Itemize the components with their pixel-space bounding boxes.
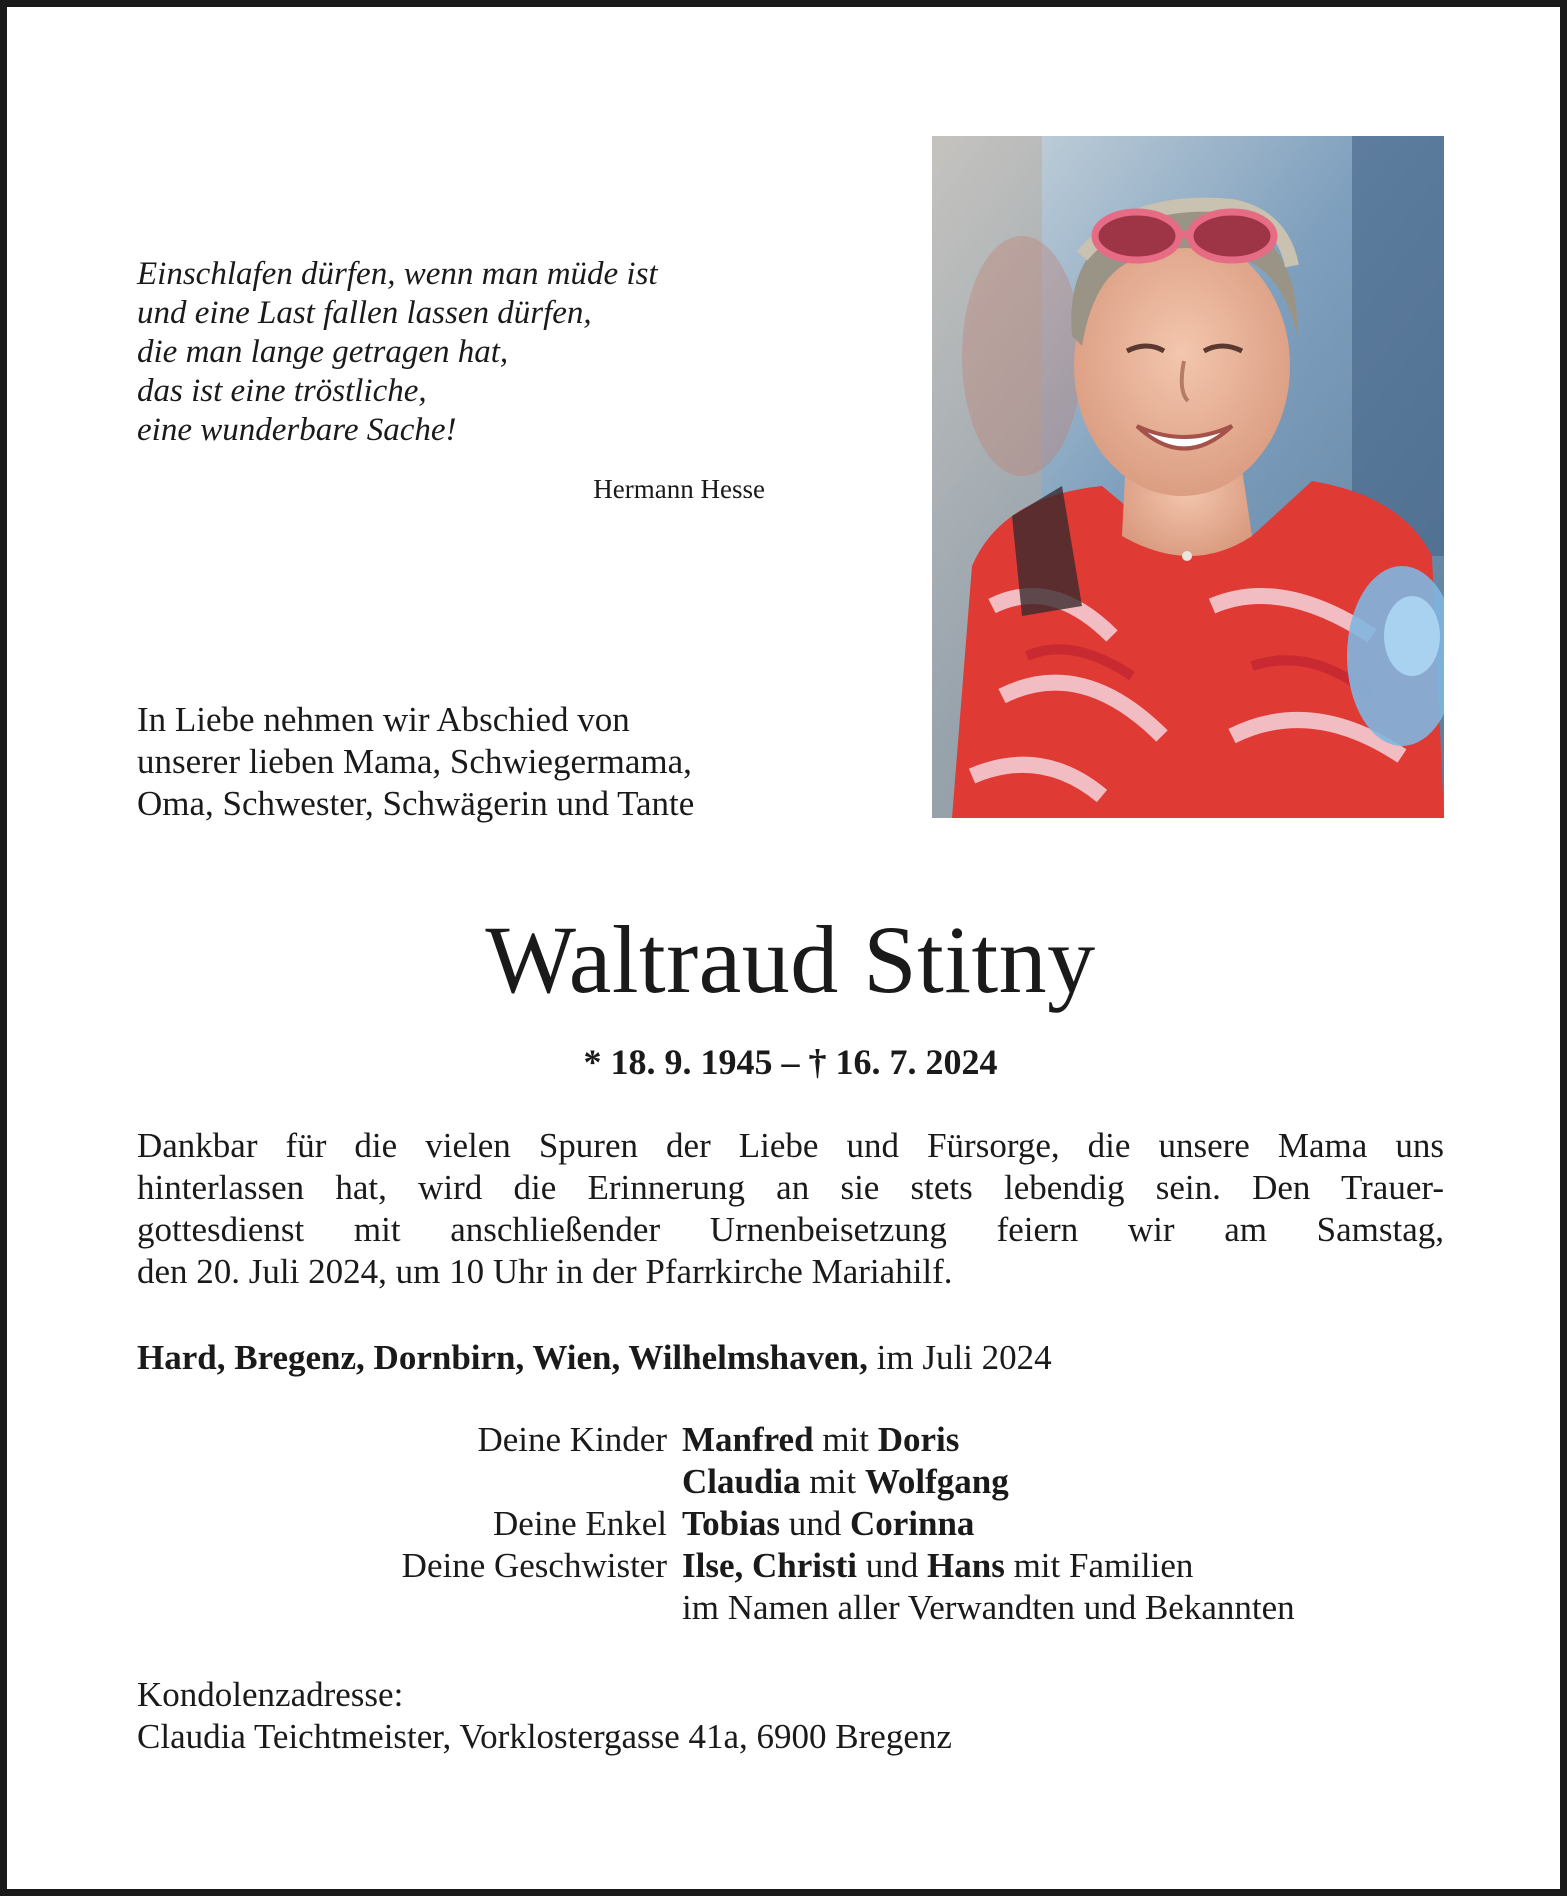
sibling-name: Hans <box>927 1546 1005 1585</box>
quote-line: Einschlafen dürfen, wenn man müde ist <box>137 256 658 292</box>
farewell-intro <box>137 699 837 825</box>
obituary-body <box>137 1125 1444 1293</box>
family-row-children-2 <box>137 1461 1444 1503</box>
grandchildren-role: Deine Enkel <box>493 1504 667 1543</box>
body-line: hinterlassen hat, wird die Erinnerung an sie stets lebendig sein. Den Trauer- <box>137 1168 1444 1207</box>
farewell-line: In Liebe nehmen wir Abschied von <box>137 700 630 739</box>
partner-name: Doris <box>877 1420 960 1459</box>
child-name: Manfred <box>682 1420 814 1459</box>
connector: mit <box>813 1420 878 1459</box>
family-row-relatives <box>137 1587 1444 1629</box>
deceased-name: Waltraud Stitny <box>485 906 1096 1013</box>
children-role: Deine Kinder <box>477 1420 667 1459</box>
grandchild-name: Corinna <box>849 1504 975 1543</box>
farewell-line: Oma, Schwester, Schwägerin und Tante <box>137 784 695 823</box>
condolence-label: Kondolenzadresse: <box>137 1675 404 1714</box>
child-name: Claudia <box>682 1462 801 1501</box>
quote-line: das ist eine tröstliche, <box>137 373 427 409</box>
condolence-address-text: Claudia Teichtmeister, Vorklostergasse 41a, 6900 Bregenz <box>137 1717 952 1756</box>
life-dates: * 18. 9. 1945 – † 16. 7. 2024 <box>583 1042 998 1082</box>
connector: und <box>779 1504 850 1543</box>
partner-name: Wolfgang <box>864 1462 1009 1501</box>
with-families: mit Familien <box>1004 1546 1194 1585</box>
portrait-image <box>932 136 1444 818</box>
poem-quote <box>137 255 797 450</box>
place-date: im Juli 2024 <box>867 1338 1052 1377</box>
body-line: Dankbar für die vielen Spuren der Liebe und Fürsorge, die unsere Mama uns <box>137 1126 1444 1165</box>
family-row-grandchildren <box>137 1503 1444 1545</box>
family-list <box>137 1419 1444 1629</box>
condolence-address <box>137 1674 1444 1758</box>
quote-line: die man lange getragen hat, <box>137 334 509 370</box>
family-row-siblings <box>137 1545 1444 1587</box>
family-row-children <box>137 1419 1444 1461</box>
connector: mit <box>800 1462 865 1501</box>
quote-line: eine wunderbare Sache! <box>137 412 457 448</box>
places-and-date <box>137 1337 1444 1379</box>
quote-line: und eine Last fallen lassen dürfen, <box>137 295 592 331</box>
siblings-role: Deine Geschwister <box>401 1546 667 1585</box>
grandchild-name: Tobias <box>682 1504 780 1543</box>
places-list: Hard, Bregenz, Dornbirn, Wien, Wilhelmshaven, <box>137 1338 868 1377</box>
relatives-line: im Namen aller Verwandten und Bekannten <box>682 1588 1295 1627</box>
portrait-photo <box>932 136 1444 818</box>
body-line: den 20. Juli 2024, um 10 Uhr in der Pfarrkirche Mariahilf. <box>137 1252 953 1291</box>
sibling-names: Ilse, Christi <box>682 1546 857 1585</box>
quote-author: Hermann Hesse <box>593 474 765 504</box>
body-line: gottesdienst mit anschließender Urnenbeisetzung feiern wir am Samstag, <box>137 1210 1444 1249</box>
connector: und <box>857 1546 927 1585</box>
farewell-line: unserer lieben Mama, Schwiegermama, <box>137 742 692 781</box>
